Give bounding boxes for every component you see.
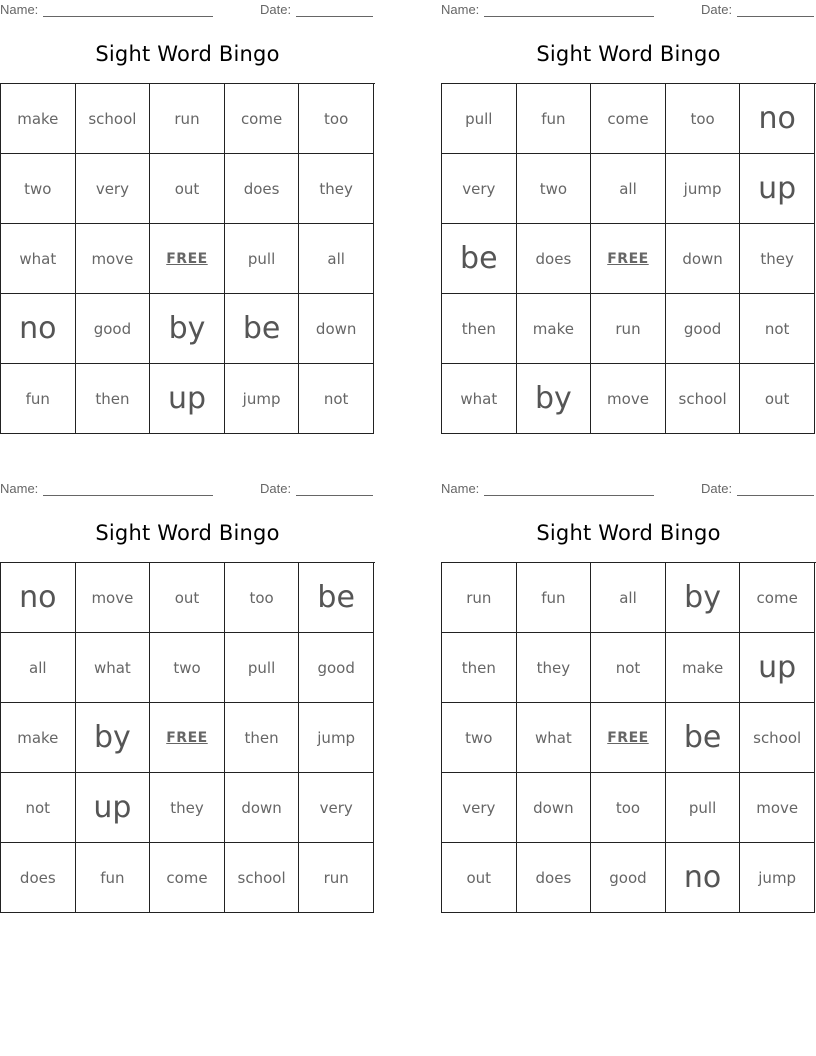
bingo-cell: two: [1, 154, 76, 224]
bingo-cell: very: [76, 154, 151, 224]
bingo-cell: good: [299, 633, 374, 703]
card-title: Sight Word Bingo: [536, 42, 721, 66]
free-space: FREE: [150, 224, 225, 294]
bingo-cell: down: [666, 224, 741, 294]
bingo-cell: not: [591, 633, 666, 703]
bingo-cell: out: [150, 154, 225, 224]
name-label: Name:: [0, 481, 39, 496]
card-header: [441, 481, 816, 499]
bingo-cell: make: [1, 84, 76, 154]
bingo-cell: they: [299, 154, 374, 224]
bingo-cell: what: [76, 633, 151, 703]
bingo-cell: pull: [442, 84, 517, 154]
bingo-cell: down: [299, 294, 374, 364]
bingo-cell: they: [517, 633, 592, 703]
name-label: Name:: [441, 481, 480, 496]
bingo-cell: come: [150, 843, 225, 913]
bingo-cell: all: [591, 154, 666, 224]
bingo-cell: good: [666, 294, 741, 364]
bingo-cell: what: [1, 224, 76, 294]
bingo-cell: up: [76, 773, 151, 843]
bingo-cell: two: [442, 703, 517, 773]
bingo-cell: down: [225, 773, 300, 843]
bingo-cell: come: [225, 84, 300, 154]
bingo-cell: what: [442, 364, 517, 434]
bingo-cell: school: [76, 84, 151, 154]
bingo-grid: [0, 562, 375, 913]
bingo-cell: by: [666, 563, 741, 633]
date-blank: [296, 5, 373, 17]
bingo-cell: jump: [225, 364, 300, 434]
bingo-card-1: [0, 0, 375, 440]
bingo-cell: not: [299, 364, 374, 434]
date-blank: [737, 484, 814, 496]
name-blank: [484, 484, 654, 496]
bingo-cell: come: [740, 563, 815, 633]
name-label: Name:: [0, 2, 39, 17]
bingo-cell: fun: [76, 843, 151, 913]
bingo-cell: no: [740, 84, 815, 154]
bingo-cell: move: [76, 224, 151, 294]
card-title: Sight Word Bingo: [95, 42, 280, 66]
bingo-cell: good: [76, 294, 151, 364]
bingo-cell: by: [76, 703, 151, 773]
date-blank: [737, 5, 814, 17]
bingo-card-3: [0, 479, 375, 919]
bingo-cell: two: [517, 154, 592, 224]
bingo-cell: all: [299, 224, 374, 294]
bingo-cell: then: [225, 703, 300, 773]
bingo-cell: up: [740, 633, 815, 703]
bingo-cell: they: [740, 224, 815, 294]
date-label: Date:: [701, 2, 733, 17]
bingo-cell: not: [1, 773, 76, 843]
bingo-cell: very: [299, 773, 374, 843]
bingo-cell: jump: [299, 703, 374, 773]
bingo-cell: very: [442, 154, 517, 224]
free-space: FREE: [591, 703, 666, 773]
bingo-cell: school: [666, 364, 741, 434]
bingo-cell: jump: [666, 154, 741, 224]
name-field: [0, 2, 213, 17]
bingo-cell: out: [442, 843, 517, 913]
bingo-cell: does: [517, 843, 592, 913]
date-field: [260, 2, 373, 17]
bingo-cell: pull: [225, 224, 300, 294]
bingo-cell: run: [150, 84, 225, 154]
bingo-cell: too: [591, 773, 666, 843]
name-field: [441, 481, 654, 496]
free-space: FREE: [150, 703, 225, 773]
bingo-cell: school: [740, 703, 815, 773]
bingo-cell: run: [591, 294, 666, 364]
bingo-cell: make: [517, 294, 592, 364]
bingo-cell: come: [591, 84, 666, 154]
bingo-cell: by: [517, 364, 592, 434]
bingo-cell: make: [1, 703, 76, 773]
bingo-cell: be: [442, 224, 517, 294]
bingo-cell: does: [1, 843, 76, 913]
bingo-cell: does: [517, 224, 592, 294]
bingo-cell: move: [740, 773, 815, 843]
bingo-cell: two: [150, 633, 225, 703]
bingo-cell: pull: [225, 633, 300, 703]
bingo-cell: fun: [1, 364, 76, 434]
bingo-cell: pull: [666, 773, 741, 843]
bingo-cell: too: [225, 563, 300, 633]
bingo-cell: run: [442, 563, 517, 633]
name-blank: [484, 5, 654, 17]
bingo-cell: good: [591, 843, 666, 913]
bingo-cell: move: [76, 563, 151, 633]
bingo-cell: no: [666, 843, 741, 913]
bingo-cell: be: [225, 294, 300, 364]
bingo-cell: school: [225, 843, 300, 913]
name-blank: [43, 5, 213, 17]
bingo-grid: [0, 83, 375, 434]
bingo-cell: all: [591, 563, 666, 633]
name-field: [441, 2, 654, 17]
bingo-cell: down: [517, 773, 592, 843]
bingo-cell: then: [76, 364, 151, 434]
bingo-cell: no: [1, 294, 76, 364]
date-label: Date:: [260, 481, 292, 496]
bingo-cell: what: [517, 703, 592, 773]
bingo-card-2: [441, 0, 816, 440]
bingo-cell: up: [150, 364, 225, 434]
bingo-grid: [441, 562, 816, 913]
bingo-cell: move: [591, 364, 666, 434]
card-header: [441, 2, 816, 20]
card-header: [0, 481, 375, 499]
bingo-cell: out: [150, 563, 225, 633]
date-field: [701, 2, 814, 17]
card-title: Sight Word Bingo: [95, 521, 280, 545]
bingo-cell: then: [442, 633, 517, 703]
bingo-cell: not: [740, 294, 815, 364]
bingo-cell: be: [299, 563, 374, 633]
card-title: Sight Word Bingo: [536, 521, 721, 545]
bingo-cell: then: [442, 294, 517, 364]
name-label: Name:: [441, 2, 480, 17]
bingo-grid: [441, 83, 816, 434]
bingo-cell: run: [299, 843, 374, 913]
date-blank: [296, 484, 373, 496]
bingo-cell: very: [442, 773, 517, 843]
bingo-cell: fun: [517, 84, 592, 154]
bingo-cell: they: [150, 773, 225, 843]
bingo-cell: all: [1, 633, 76, 703]
name-blank: [43, 484, 213, 496]
date-field: [260, 481, 373, 496]
card-header: [0, 2, 375, 20]
bingo-cell: make: [666, 633, 741, 703]
bingo-cell: jump: [740, 843, 815, 913]
free-space: FREE: [591, 224, 666, 294]
bingo-cell: no: [1, 563, 76, 633]
bingo-cell: too: [666, 84, 741, 154]
bingo-cell: by: [150, 294, 225, 364]
bingo-cell: too: [299, 84, 374, 154]
name-field: [0, 481, 213, 496]
bingo-cell: out: [740, 364, 815, 434]
bingo-card-4: [441, 479, 816, 919]
bingo-cell: be: [666, 703, 741, 773]
bingo-cell: up: [740, 154, 815, 224]
date-field: [701, 481, 814, 496]
date-label: Date:: [701, 481, 733, 496]
date-label: Date:: [260, 2, 292, 17]
bingo-cell: does: [225, 154, 300, 224]
bingo-cell: fun: [517, 563, 592, 633]
